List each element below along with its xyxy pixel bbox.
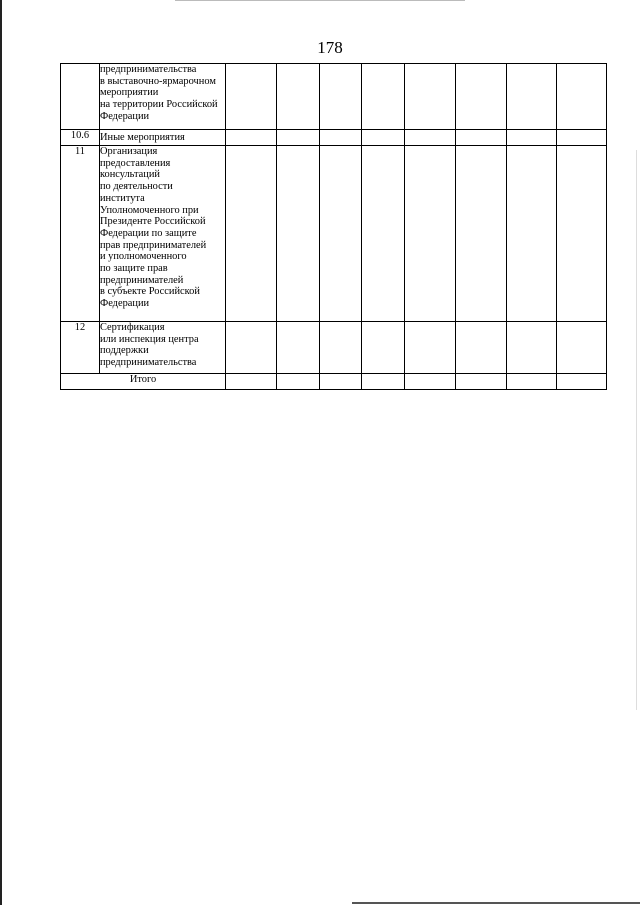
row-name	[100, 322, 226, 374]
page-number: 178	[317, 38, 343, 57]
empty-cell	[405, 64, 456, 130]
empty-cell	[320, 146, 362, 322]
row-name-line: предпринимательства	[100, 64, 197, 75]
empty-cell	[277, 374, 320, 390]
empty-cell	[362, 64, 405, 130]
empty-cell	[226, 374, 277, 390]
empty-cell	[456, 64, 507, 130]
empty-cell	[456, 374, 507, 390]
empty-cell	[277, 130, 320, 146]
empty-cell	[507, 322, 557, 374]
row-number: 10.6	[61, 130, 100, 146]
row-name-line: Организация	[100, 146, 158, 157]
empty-cell	[456, 322, 507, 374]
empty-cell	[362, 146, 405, 322]
row-number: 11	[61, 146, 100, 322]
row-name-line: Федерации по защите	[100, 227, 197, 239]
row-name-line: консультаций	[100, 169, 160, 181]
empty-cell	[456, 146, 507, 322]
total-row	[61, 374, 607, 390]
empty-cell	[320, 64, 362, 130]
row-name-line: Сертификация	[100, 322, 165, 333]
row-name-line: предпринимательства	[100, 357, 197, 369]
scan-edge-right	[636, 150, 637, 710]
row-name	[100, 146, 226, 322]
empty-cell	[226, 64, 277, 130]
row-name-line: предпринимателей	[100, 274, 184, 286]
empty-cell	[557, 374, 607, 390]
row-name-line: Президенте Российской	[100, 216, 206, 228]
empty-cell	[507, 374, 557, 390]
empty-cell	[277, 322, 320, 374]
row-name-line: на территории Российской	[100, 99, 218, 111]
empty-cell	[557, 130, 607, 146]
row-name-line: Уполномоченного при	[100, 204, 199, 216]
row-name-line: в выставочно-ярмарочном	[100, 75, 216, 87]
empty-cell	[405, 374, 456, 390]
empty-cell	[362, 130, 405, 146]
row-name-line: по защите прав	[100, 263, 168, 275]
empty-cell	[507, 64, 557, 130]
empty-cell	[362, 322, 405, 374]
empty-cell	[226, 322, 277, 374]
row-name-line: и уполномоченного	[100, 251, 187, 263]
row-name-line: или инспекция центра	[100, 333, 199, 345]
row-number: 12	[61, 322, 100, 374]
empty-cell	[277, 64, 320, 130]
empty-cell	[507, 146, 557, 322]
total-label: Итого	[61, 374, 226, 390]
row-name-line: в субъекте Российской	[100, 286, 200, 298]
row-name-line: прав предпринимателей	[100, 239, 207, 251]
row-name-line: мероприятии	[100, 87, 159, 99]
empty-cell	[226, 146, 277, 322]
table-row	[61, 130, 607, 146]
row-number	[61, 64, 100, 130]
row-name-line: Иные мероприятия	[100, 131, 185, 143]
scan-edge-bottom	[352, 902, 640, 904]
empty-cell	[557, 146, 607, 322]
empty-cell	[456, 130, 507, 146]
data-table	[60, 63, 607, 390]
empty-cell	[320, 374, 362, 390]
row-name-line: Федерации	[100, 298, 150, 310]
scan-edge-left	[0, 0, 2, 905]
row-name-line: Федерации	[100, 110, 150, 122]
empty-cell	[362, 374, 405, 390]
row-name-line: института	[100, 192, 145, 204]
empty-cell	[320, 130, 362, 146]
empty-cell	[277, 146, 320, 322]
empty-cell	[405, 146, 456, 322]
empty-cell	[226, 130, 277, 146]
empty-cell	[507, 130, 557, 146]
empty-cell	[557, 322, 607, 374]
empty-cell	[405, 322, 456, 374]
row-name-line: предоставления	[100, 157, 171, 169]
table-row	[61, 146, 607, 322]
row-name	[100, 130, 226, 146]
scan-edge-top	[175, 0, 465, 1]
table-row	[61, 322, 607, 374]
empty-cell	[405, 130, 456, 146]
empty-cell	[557, 64, 607, 130]
table-body	[61, 64, 607, 390]
table-row	[61, 64, 607, 130]
row-name	[100, 64, 226, 130]
row-name-line: по деятельности	[100, 181, 173, 193]
empty-cell	[320, 322, 362, 374]
row-name-line: поддержки	[100, 345, 149, 357]
